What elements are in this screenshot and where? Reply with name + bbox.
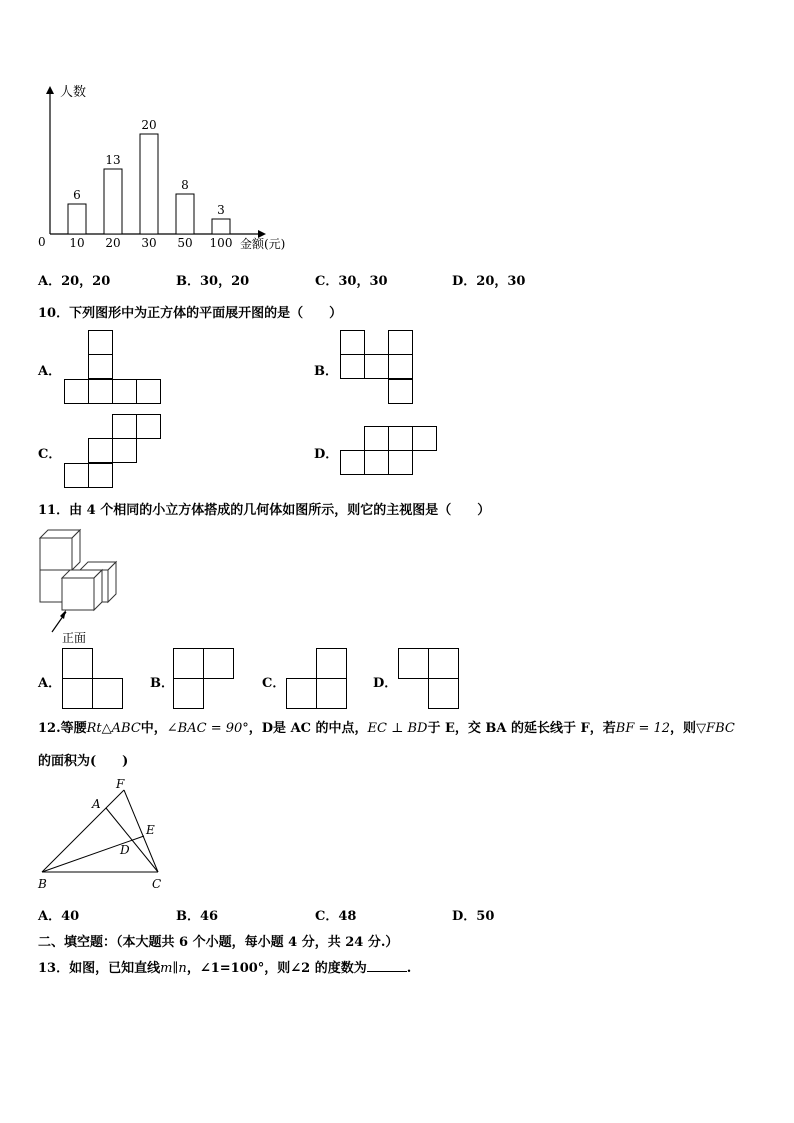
q12-option-b[interactable]: B．46 bbox=[176, 909, 219, 924]
q11-stem: 11．由 4 个相同的小立方体搭成的几何体如图所示，则它的主视图是（ ） bbox=[38, 503, 491, 518]
q12-option-d[interactable]: D．50 bbox=[452, 909, 495, 924]
q12-angle: ∠BAC = 90° bbox=[166, 721, 249, 736]
x-tick-label: 20 bbox=[105, 236, 121, 250]
q12-stem-3: ，D是 AC 的中点， bbox=[248, 721, 368, 736]
bar-50 bbox=[176, 194, 194, 234]
bar-30 bbox=[140, 134, 158, 234]
q12-option-a[interactable]: A．40 bbox=[38, 909, 80, 924]
q9-option-a[interactable]: A．20，20 bbox=[38, 274, 111, 289]
x-tick-label: 10 bbox=[69, 236, 85, 250]
q10-label-b[interactable]: B． bbox=[314, 364, 338, 379]
bar-20 bbox=[104, 169, 122, 234]
q11-label-a[interactable]: A． bbox=[38, 676, 62, 691]
bar-chart bbox=[30, 80, 320, 260]
q12-stem-1: 12.等腰 bbox=[38, 721, 87, 736]
q13-stem-3: . bbox=[406, 961, 412, 976]
q9-option-b[interactable]: B．30，20 bbox=[176, 274, 250, 289]
x-tick-label: 100 bbox=[209, 236, 233, 250]
q12-stem-line2: 的面积为( ) bbox=[38, 754, 129, 769]
q10-stem: 10．下列图形中为正方体的平面展开图的是（ ） bbox=[38, 306, 343, 321]
q12-option-c[interactable]: C．48 bbox=[315, 909, 357, 924]
y-axis-arrow bbox=[46, 86, 54, 94]
q11-view-a[interactable] bbox=[62, 648, 126, 712]
bar-value-label: 6 bbox=[73, 188, 81, 202]
q12-tri: ▽FBC bbox=[696, 721, 735, 736]
q10-label-d[interactable]: D． bbox=[314, 447, 339, 462]
x-axis-label: 金额(元) bbox=[240, 237, 286, 251]
section-2-title: 二、填空题：（本大题共 6 个小题，每小题 4 分，共 24 分.） bbox=[38, 935, 399, 950]
point-f: F bbox=[116, 778, 125, 791]
q12-rt-triangle: Rt△ABC bbox=[86, 721, 141, 736]
bar-value-label: 20 bbox=[141, 118, 157, 132]
bar-100 bbox=[212, 219, 230, 234]
y-axis-label: 人数 bbox=[60, 85, 87, 100]
q13-stem-2: ，∠1=100°，则∠2 的度数为 bbox=[186, 961, 367, 976]
point-d: D bbox=[120, 843, 130, 857]
bar-value-label: 3 bbox=[217, 203, 225, 217]
q11-label-d[interactable]: D． bbox=[373, 676, 398, 691]
bar-value-label: 13 bbox=[105, 153, 121, 167]
point-c: C bbox=[152, 877, 162, 891]
q13-mn: m∥n bbox=[160, 961, 187, 976]
q10-net-b[interactable] bbox=[340, 330, 416, 406]
q13-stem bbox=[38, 957, 411, 976]
q12-geometry-figure bbox=[34, 778, 170, 894]
q12-stem-5: ，则 bbox=[670, 721, 697, 736]
x-tick-label: 30 bbox=[141, 236, 157, 250]
q10-net-d[interactable] bbox=[340, 426, 440, 478]
q11-view-d[interactable] bbox=[398, 648, 462, 712]
point-b: B bbox=[38, 877, 47, 891]
q11-view-c[interactable] bbox=[286, 648, 350, 712]
q13-answer-blank[interactable] bbox=[367, 971, 407, 972]
q12-stem-2: 中， bbox=[140, 721, 167, 736]
bar-value-label: 8 bbox=[181, 178, 189, 192]
q11-view-b[interactable] bbox=[173, 648, 237, 712]
q9-option-c[interactable]: C．30，30 bbox=[315, 274, 388, 289]
q10-label-c[interactable]: C． bbox=[38, 447, 62, 462]
point-a: A bbox=[92, 797, 101, 811]
q9-option-d[interactable]: D．20，30 bbox=[452, 274, 526, 289]
q11-solid-figure bbox=[36, 524, 120, 646]
q12-bf: BF = 12 bbox=[615, 721, 671, 736]
point-e: E bbox=[146, 823, 155, 837]
q11-label-b[interactable]: B． bbox=[150, 676, 174, 691]
q10-net-a[interactable] bbox=[64, 330, 164, 406]
q12-stem-line1 bbox=[38, 717, 735, 736]
bar-10 bbox=[68, 204, 86, 234]
origin-label: 0 bbox=[38, 235, 46, 249]
x-tick-label: 50 bbox=[177, 236, 193, 250]
q12-perp: EC ⊥ BD bbox=[367, 721, 428, 736]
q10-label-a[interactable]: A． bbox=[38, 364, 62, 379]
q10-net-c[interactable] bbox=[64, 414, 164, 490]
front-label: 正面 bbox=[62, 631, 87, 645]
q13-stem-1: 13．如图，已知直线 bbox=[38, 961, 161, 976]
q12-stem-4: 于 E，交 BA 的延长线于 F，若 bbox=[427, 721, 616, 736]
q11-label-c[interactable]: C． bbox=[262, 676, 286, 691]
